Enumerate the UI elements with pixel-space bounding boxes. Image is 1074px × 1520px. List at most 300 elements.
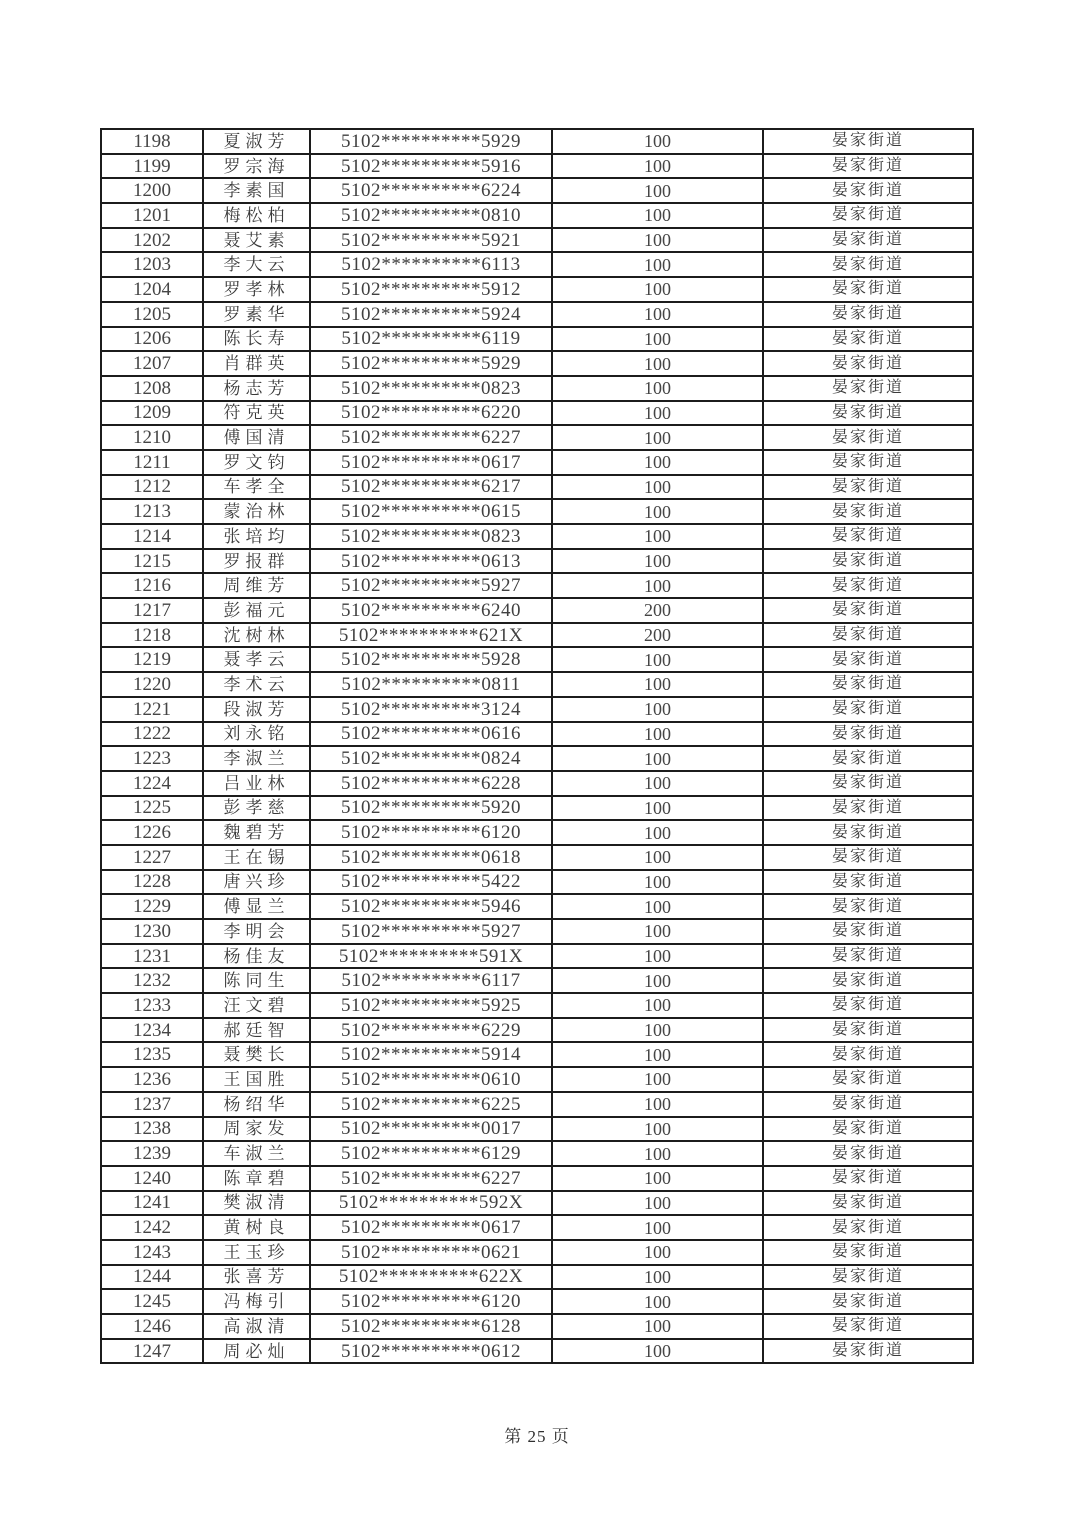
- masked-id-cell: 5102**********6224: [310, 178, 552, 203]
- table-row: [101, 1215, 973, 1240]
- serial-cell: 1239: [101, 1141, 203, 1166]
- masked-id-cell: 5102**********5921: [310, 228, 552, 253]
- masked-id-cell: 5102**********6129: [310, 1141, 552, 1166]
- district-cell: 晏家街道: [763, 968, 973, 993]
- amount-cell: 100: [552, 1067, 763, 1092]
- masked-id-cell: 5102**********5946: [310, 894, 552, 919]
- district-cell: 晏家街道: [763, 302, 973, 327]
- serial-cell: 1229: [101, 894, 203, 919]
- table-row: [101, 302, 973, 327]
- table-row: [101, 524, 973, 549]
- district-cell: 晏家街道: [763, 573, 973, 598]
- masked-id-cell: 5102**********6228: [310, 771, 552, 796]
- district-cell: 晏家街道: [763, 277, 973, 302]
- name-cell: 张喜芳: [203, 1265, 310, 1290]
- masked-id-cell: 5102**********5927: [310, 919, 552, 944]
- table-row: [101, 1018, 973, 1043]
- amount-cell: 200: [552, 623, 763, 648]
- amount-cell: 100: [552, 1018, 763, 1043]
- serial-cell: 1241: [101, 1191, 203, 1216]
- district-cell: 晏家街道: [763, 771, 973, 796]
- serial-cell: 1230: [101, 919, 203, 944]
- amount-cell: 100: [552, 524, 763, 549]
- district-cell: 晏家街道: [763, 1314, 973, 1339]
- serial-cell: 1246: [101, 1314, 203, 1339]
- amount-cell: 100: [552, 697, 763, 722]
- name-cell: 车淑兰: [203, 1141, 310, 1166]
- masked-id-cell: 5102**********0621: [310, 1240, 552, 1265]
- district-cell: 晏家街道: [763, 1265, 973, 1290]
- serial-cell: 1217: [101, 598, 203, 623]
- name-cell: 高淑清: [203, 1314, 310, 1339]
- table-row: [101, 1166, 973, 1191]
- table-row: [101, 1067, 973, 1092]
- table-row: [101, 968, 973, 993]
- serial-cell: 1205: [101, 302, 203, 327]
- name-cell: 李明会: [203, 919, 310, 944]
- name-cell: 周维芳: [203, 573, 310, 598]
- serial-cell: 1219: [101, 647, 203, 672]
- name-cell: 罗宗海: [203, 154, 310, 179]
- name-cell: 聂樊长: [203, 1042, 310, 1067]
- masked-id-cell: 5102**********6120: [310, 820, 552, 845]
- masked-id-cell: 5102**********622X: [310, 1265, 552, 1290]
- district-cell: 晏家街道: [763, 870, 973, 895]
- table-row: [101, 944, 973, 969]
- name-cell: 彭孝慈: [203, 796, 310, 821]
- masked-id-cell: 5102**********3124: [310, 697, 552, 722]
- serial-cell: 1198: [101, 129, 203, 154]
- amount-cell: 100: [552, 647, 763, 672]
- masked-id-cell: 5102**********0615: [310, 499, 552, 524]
- district-cell: 晏家街道: [763, 475, 973, 500]
- serial-cell: 1213: [101, 499, 203, 524]
- masked-id-cell: 5102**********5925: [310, 993, 552, 1018]
- masked-id-cell: 5102**********6225: [310, 1092, 552, 1117]
- amount-cell: 100: [552, 1191, 763, 1216]
- amount-cell: 100: [552, 327, 763, 352]
- masked-id-cell: 5102**********6220: [310, 401, 552, 426]
- table-row: [101, 1289, 973, 1314]
- name-cell: 杨绍华: [203, 1092, 310, 1117]
- table-row: [101, 1339, 973, 1364]
- district-cell: 晏家街道: [763, 796, 973, 821]
- amount-cell: 100: [552, 1289, 763, 1314]
- serial-cell: 1222: [101, 722, 203, 747]
- serial-cell: 1218: [101, 623, 203, 648]
- masked-id-cell: 5102**********0613: [310, 549, 552, 574]
- name-cell: 陈章碧: [203, 1166, 310, 1191]
- amount-cell: 100: [552, 376, 763, 401]
- district-cell: 晏家街道: [763, 993, 973, 1018]
- table-row: [101, 425, 973, 450]
- beneficiary-table: [100, 128, 974, 1364]
- name-cell: 陈长寿: [203, 327, 310, 352]
- serial-cell: 1237: [101, 1092, 203, 1117]
- serial-cell: 1233: [101, 993, 203, 1018]
- serial-cell: 1225: [101, 796, 203, 821]
- amount-cell: 100: [552, 129, 763, 154]
- name-cell: 汪文碧: [203, 993, 310, 1018]
- serial-cell: 1228: [101, 870, 203, 895]
- table-row: [101, 450, 973, 475]
- serial-cell: 1202: [101, 228, 203, 253]
- amount-cell: 100: [552, 944, 763, 969]
- masked-id-cell: 5102**********0617: [310, 450, 552, 475]
- district-cell: 晏家街道: [763, 154, 973, 179]
- district-cell: 晏家街道: [763, 944, 973, 969]
- name-cell: 周家发: [203, 1117, 310, 1142]
- amount-cell: 100: [552, 1314, 763, 1339]
- name-cell: 沈树林: [203, 623, 310, 648]
- masked-id-cell: 5102**********5422: [310, 870, 552, 895]
- name-cell: 彭福元: [203, 598, 310, 623]
- name-cell: 李术云: [203, 672, 310, 697]
- table-row: [101, 252, 973, 277]
- amount-cell: 100: [552, 1042, 763, 1067]
- serial-cell: 1235: [101, 1042, 203, 1067]
- masked-id-cell: 5102**********6120: [310, 1289, 552, 1314]
- district-cell: 晏家街道: [763, 1018, 973, 1043]
- amount-cell: 100: [552, 302, 763, 327]
- masked-id-cell: 5102**********591X: [310, 944, 552, 969]
- district-cell: 晏家街道: [763, 1166, 973, 1191]
- district-cell: 晏家街道: [763, 178, 973, 203]
- table-row: [101, 277, 973, 302]
- name-cell: 罗报群: [203, 549, 310, 574]
- masked-id-cell: 5102**********6128: [310, 1314, 552, 1339]
- district-cell: 晏家街道: [763, 425, 973, 450]
- name-cell: 李大云: [203, 252, 310, 277]
- amount-cell: 100: [552, 845, 763, 870]
- masked-id-cell: 5102**********5914: [310, 1042, 552, 1067]
- serial-cell: 1223: [101, 746, 203, 771]
- district-cell: 晏家街道: [763, 549, 973, 574]
- name-cell: 周必灿: [203, 1339, 310, 1364]
- name-cell: 罗文钧: [203, 450, 310, 475]
- serial-cell: 1231: [101, 944, 203, 969]
- serial-cell: 1215: [101, 549, 203, 574]
- serial-cell: 1245: [101, 1289, 203, 1314]
- table-row: [101, 1117, 973, 1142]
- serial-cell: 1238: [101, 1117, 203, 1142]
- serial-cell: 1200: [101, 178, 203, 203]
- amount-cell: 100: [552, 1339, 763, 1364]
- table-row: [101, 1265, 973, 1290]
- table-row: [101, 401, 973, 426]
- table-row: [101, 549, 973, 574]
- amount-cell: 100: [552, 1265, 763, 1290]
- district-cell: 晏家街道: [763, 1191, 973, 1216]
- serial-cell: 1226: [101, 820, 203, 845]
- amount-cell: 100: [552, 1166, 763, 1191]
- district-cell: 晏家街道: [763, 524, 973, 549]
- amount-cell: 100: [552, 796, 763, 821]
- amount-cell: 100: [552, 401, 763, 426]
- masked-id-cell: 5102**********6227: [310, 425, 552, 450]
- name-cell: 夏淑芳: [203, 129, 310, 154]
- serial-cell: 1227: [101, 845, 203, 870]
- name-cell: 樊淑清: [203, 1191, 310, 1216]
- masked-id-cell: 5102**********6113: [310, 252, 552, 277]
- name-cell: 黄树良: [203, 1215, 310, 1240]
- name-cell: 刘永铭: [203, 722, 310, 747]
- amount-cell: 100: [552, 1092, 763, 1117]
- amount-cell: 100: [552, 1240, 763, 1265]
- table-row: [101, 1314, 973, 1339]
- amount-cell: 100: [552, 1141, 763, 1166]
- name-cell: 张培均: [203, 524, 310, 549]
- amount-cell: 100: [552, 771, 763, 796]
- amount-cell: 100: [552, 154, 763, 179]
- serial-cell: 1234: [101, 1018, 203, 1043]
- masked-id-cell: 5102**********0811: [310, 672, 552, 697]
- amount-cell: 100: [552, 252, 763, 277]
- masked-id-cell: 5102**********0824: [310, 746, 552, 771]
- table-row: [101, 203, 973, 228]
- table-row: [101, 1042, 973, 1067]
- masked-id-cell: 5102**********5920: [310, 796, 552, 821]
- name-cell: 郝廷智: [203, 1018, 310, 1043]
- table-row: [101, 647, 973, 672]
- amount-cell: 100: [552, 1215, 763, 1240]
- district-cell: 晏家街道: [763, 1117, 973, 1142]
- serial-cell: 1214: [101, 524, 203, 549]
- beneficiary-table-body: [101, 129, 973, 1363]
- name-cell: 王在锡: [203, 845, 310, 870]
- district-cell: 晏家街道: [763, 672, 973, 697]
- page-number: 第 25 页: [504, 1427, 570, 1446]
- name-cell: 车孝全: [203, 475, 310, 500]
- name-cell: 聂艾素: [203, 228, 310, 253]
- masked-id-cell: 5102**********0810: [310, 203, 552, 228]
- table-row: [101, 820, 973, 845]
- name-cell: 罗素华: [203, 302, 310, 327]
- table-row: [101, 796, 973, 821]
- masked-id-cell: 5102**********5928: [310, 647, 552, 672]
- amount-cell: 100: [552, 672, 763, 697]
- name-cell: 唐兴珍: [203, 870, 310, 895]
- name-cell: 冯梅引: [203, 1289, 310, 1314]
- amount-cell: 100: [552, 722, 763, 747]
- masked-id-cell: 5102**********0616: [310, 722, 552, 747]
- masked-id-cell: 5102**********0017: [310, 1117, 552, 1142]
- amount-cell: 100: [552, 499, 763, 524]
- district-cell: 晏家街道: [763, 1042, 973, 1067]
- table-row: [101, 697, 973, 722]
- name-cell: 傅显兰: [203, 894, 310, 919]
- serial-cell: 1220: [101, 672, 203, 697]
- table-row: [101, 351, 973, 376]
- name-cell: 魏碧芳: [203, 820, 310, 845]
- district-cell: 晏家街道: [763, 351, 973, 376]
- name-cell: 傅国清: [203, 425, 310, 450]
- district-cell: 晏家街道: [763, 1215, 973, 1240]
- serial-cell: 1216: [101, 573, 203, 598]
- district-cell: 晏家街道: [763, 327, 973, 352]
- district-cell: 晏家街道: [763, 894, 973, 919]
- amount-cell: 100: [552, 1117, 763, 1142]
- district-cell: 晏家街道: [763, 919, 973, 944]
- amount-cell: 100: [552, 573, 763, 598]
- masked-id-cell: 5102**********0823: [310, 376, 552, 401]
- amount-cell: 100: [552, 450, 763, 475]
- masked-id-cell: 5102**********5929: [310, 351, 552, 376]
- serial-cell: 1201: [101, 203, 203, 228]
- district-cell: 晏家街道: [763, 376, 973, 401]
- amount-cell: 100: [552, 968, 763, 993]
- name-cell: 梅松柏: [203, 203, 310, 228]
- district-cell: 晏家街道: [763, 746, 973, 771]
- name-cell: 肖群英: [203, 351, 310, 376]
- district-cell: 晏家街道: [763, 228, 973, 253]
- masked-id-cell: 5102**********0618: [310, 845, 552, 870]
- district-cell: 晏家街道: [763, 401, 973, 426]
- district-cell: 晏家街道: [763, 697, 973, 722]
- name-cell: 杨志芳: [203, 376, 310, 401]
- table-row: [101, 1092, 973, 1117]
- name-cell: 聂孝云: [203, 647, 310, 672]
- serial-cell: 1224: [101, 771, 203, 796]
- table-row: [101, 919, 973, 944]
- district-cell: 晏家街道: [763, 845, 973, 870]
- name-cell: 陈同生: [203, 968, 310, 993]
- name-cell: 罗孝林: [203, 277, 310, 302]
- amount-cell: 100: [552, 549, 763, 574]
- amount-cell: 100: [552, 228, 763, 253]
- masked-id-cell: 5102**********5924: [310, 302, 552, 327]
- amount-cell: 100: [552, 475, 763, 500]
- masked-id-cell: 5102**********6240: [310, 598, 552, 623]
- amount-cell: 100: [552, 425, 763, 450]
- serial-cell: 1199: [101, 154, 203, 179]
- masked-id-cell: 5102**********6217: [310, 475, 552, 500]
- table-row: [101, 129, 973, 154]
- masked-id-cell: 5102**********5916: [310, 154, 552, 179]
- table-row: [101, 746, 973, 771]
- serial-cell: 1247: [101, 1339, 203, 1364]
- table-row: [101, 376, 973, 401]
- district-cell: 晏家街道: [763, 1067, 973, 1092]
- masked-id-cell: 5102**********0617: [310, 1215, 552, 1240]
- district-cell: 晏家街道: [763, 647, 973, 672]
- table-row: [101, 178, 973, 203]
- district-cell: 晏家街道: [763, 203, 973, 228]
- serial-cell: 1221: [101, 697, 203, 722]
- name-cell: 李淑兰: [203, 746, 310, 771]
- amount-cell: 200: [552, 598, 763, 623]
- serial-cell: 1203: [101, 252, 203, 277]
- district-cell: 晏家街道: [763, 1240, 973, 1265]
- amount-cell: 100: [552, 351, 763, 376]
- district-cell: 晏家街道: [763, 1339, 973, 1364]
- serial-cell: 1242: [101, 1215, 203, 1240]
- name-cell: 符克英: [203, 401, 310, 426]
- masked-id-cell: 5102**********5929: [310, 129, 552, 154]
- name-cell: 李素国: [203, 178, 310, 203]
- masked-id-cell: 5102**********0823: [310, 524, 552, 549]
- table-row: [101, 598, 973, 623]
- name-cell: 蒙治林: [203, 499, 310, 524]
- masked-id-cell: 5102**********0610: [310, 1067, 552, 1092]
- name-cell: 杨佳友: [203, 944, 310, 969]
- district-cell: 晏家街道: [763, 722, 973, 747]
- district-cell: 晏家街道: [763, 598, 973, 623]
- serial-cell: 1236: [101, 1067, 203, 1092]
- table-row: [101, 623, 973, 648]
- serial-cell: 1208: [101, 376, 203, 401]
- district-cell: 晏家街道: [763, 450, 973, 475]
- table-row: [101, 845, 973, 870]
- table-row: [101, 894, 973, 919]
- table-row: [101, 499, 973, 524]
- masked-id-cell: 5102**********0612: [310, 1339, 552, 1364]
- serial-cell: 1206: [101, 327, 203, 352]
- amount-cell: 100: [552, 894, 763, 919]
- masked-id-cell: 5102**********621X: [310, 623, 552, 648]
- district-cell: 晏家街道: [763, 1092, 973, 1117]
- table-row: [101, 672, 973, 697]
- table-row: [101, 475, 973, 500]
- district-cell: 晏家街道: [763, 129, 973, 154]
- name-cell: 吕业林: [203, 771, 310, 796]
- masked-id-cell: 5102**********5912: [310, 277, 552, 302]
- name-cell: 王国胜: [203, 1067, 310, 1092]
- district-cell: 晏家街道: [763, 499, 973, 524]
- masked-id-cell: 5102**********6119: [310, 327, 552, 352]
- serial-cell: 1240: [101, 1166, 203, 1191]
- masked-id-cell: 5102**********6117: [310, 968, 552, 993]
- table-row: [101, 722, 973, 747]
- serial-cell: 1244: [101, 1265, 203, 1290]
- table-row: [101, 154, 973, 179]
- serial-cell: 1232: [101, 968, 203, 993]
- table-row: [101, 993, 973, 1018]
- serial-cell: 1207: [101, 351, 203, 376]
- serial-cell: 1210: [101, 425, 203, 450]
- amount-cell: 100: [552, 203, 763, 228]
- amount-cell: 100: [552, 746, 763, 771]
- amount-cell: 100: [552, 178, 763, 203]
- serial-cell: 1204: [101, 277, 203, 302]
- amount-cell: 100: [552, 820, 763, 845]
- district-cell: 晏家街道: [763, 623, 973, 648]
- table-row: [101, 1240, 973, 1265]
- serial-cell: 1211: [101, 450, 203, 475]
- table-row: [101, 573, 973, 598]
- district-cell: 晏家街道: [763, 1289, 973, 1314]
- masked-id-cell: 5102**********6229: [310, 1018, 552, 1043]
- amount-cell: 100: [552, 993, 763, 1018]
- name-cell: 段淑芳: [203, 697, 310, 722]
- table-row: [101, 228, 973, 253]
- district-cell: 晏家街道: [763, 1141, 973, 1166]
- table-row: [101, 771, 973, 796]
- masked-id-cell: 5102**********592X: [310, 1191, 552, 1216]
- amount-cell: 100: [552, 870, 763, 895]
- serial-cell: 1209: [101, 401, 203, 426]
- district-cell: 晏家街道: [763, 820, 973, 845]
- amount-cell: 100: [552, 277, 763, 302]
- table-row: [101, 1191, 973, 1216]
- table-row: [101, 1141, 973, 1166]
- table-row: [101, 870, 973, 895]
- name-cell: 王玉珍: [203, 1240, 310, 1265]
- table-row: [101, 327, 973, 352]
- serial-cell: 1243: [101, 1240, 203, 1265]
- masked-id-cell: 5102**********6227: [310, 1166, 552, 1191]
- amount-cell: 100: [552, 919, 763, 944]
